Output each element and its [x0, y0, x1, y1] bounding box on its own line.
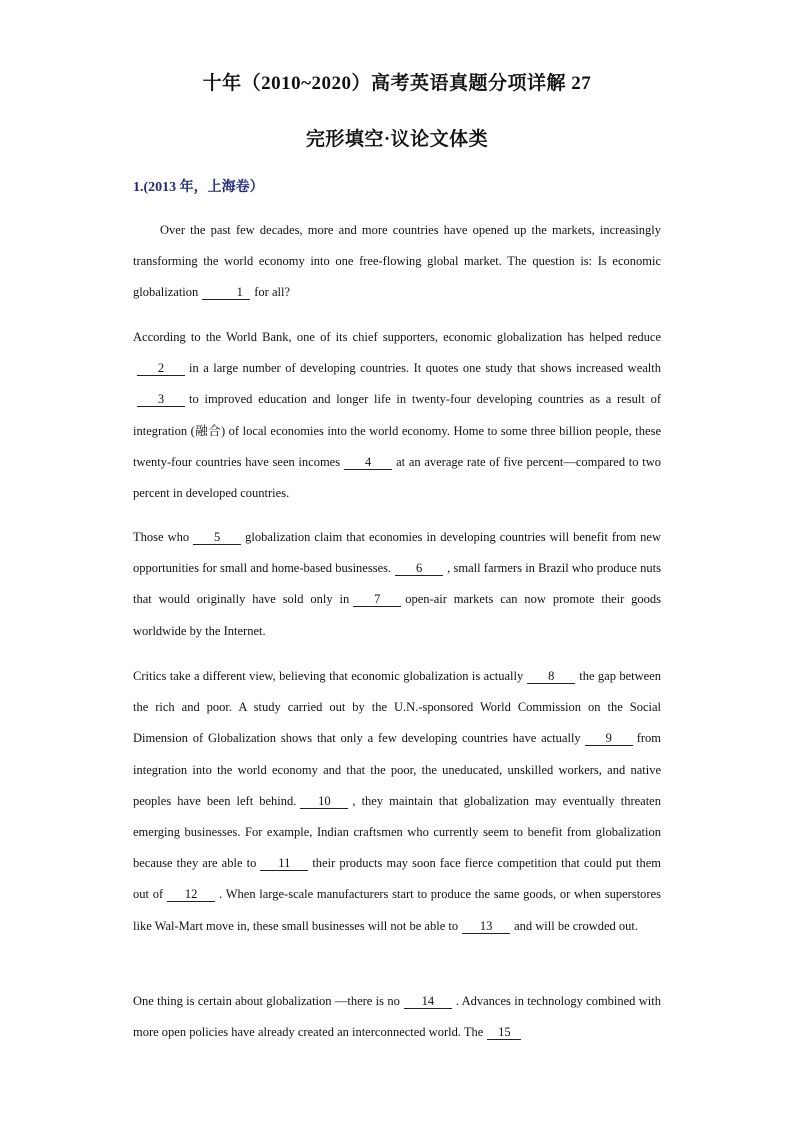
document-subtitle: 完形填空·议论文体类: [305, 129, 489, 150]
blank-7[interactable]: 7: [353, 592, 401, 607]
passage-text: One thing is certain about globalization —there is no: [133, 994, 400, 1008]
paragraph-3: [133, 522, 661, 647]
paragraph-1: [133, 215, 661, 309]
blank-10[interactable]: 10: [300, 794, 348, 809]
blank-14[interactable]: 14: [404, 994, 452, 1009]
passage-text: globalization claim that economies in developing countries will benefit from new opportunities for small and home-based businesses.: [133, 530, 661, 576]
blank-6[interactable]: 6: [395, 561, 443, 576]
paragraph-5: [133, 986, 661, 1048]
passage-text: . When large-scale manufacturers start to produce the same goods, or when superstores like Wal-Mart move in, these small businesses will not be able to: [133, 887, 661, 933]
passage-text: the gap between the rich and poor. A study carried out by the U.N.-sponsored World Commission on the Social Dimension of Globalization shows that only a few developing countries have actually: [133, 669, 661, 746]
paragraph-2: [133, 322, 661, 509]
blank-8[interactable]: 8: [527, 669, 575, 684]
blank-5[interactable]: 5: [193, 530, 241, 545]
blank-4[interactable]: 4: [344, 455, 392, 470]
passage-text: According to the World Bank, one of its chief supporters, economic globalization has helped reduce: [133, 330, 661, 344]
blank-12[interactable]: 12: [167, 887, 215, 902]
passage-text: Those who: [133, 530, 190, 544]
blank-9[interactable]: 9: [585, 731, 633, 746]
passage-text: , small farmers in Brazil who produce nuts that would originally have sold only in: [133, 561, 661, 607]
question-label: 1.(2013 年，上海卷）: [133, 180, 264, 195]
blank-11[interactable]: 11: [260, 856, 308, 871]
passage-text: at an average rate of five percent—compared to two percent in developed countries.: [133, 454, 661, 501]
blank-15[interactable]: 15: [487, 1025, 521, 1040]
passage-text: for all?: [254, 285, 291, 300]
passage-text: from integration into the world economy and that the poor, the uneducated, unskilled workers, and native peoples have been left behind.: [133, 731, 661, 808]
passage-text: Over the past few decades, more and more countries have opened up the markets, increasingly transforming the world economy into one free-flowing global market. The question is: Is economic globalization: [133, 223, 661, 300]
paragraph-4: [133, 661, 661, 942]
blank-1[interactable]: 1: [202, 285, 250, 300]
passage-text: in a large number of developing countries. It quotes one study that shows increased wealth: [189, 361, 661, 376]
blank-13[interactable]: 13: [462, 919, 510, 934]
passage-text: . Advances in technology combined with more open policies have already created an interconnected world. The: [133, 994, 661, 1040]
passage-text: Critics take a different view, believing that economic globalization is actually: [133, 669, 524, 683]
passage-text: open-air markets can now promote their goods worldwide by the Internet.: [133, 592, 661, 638]
passage-text: to improved education and longer life in twenty-four developing countries as a result of integration (融合) of local economies into the world economy. Home to some three billion people, these twenty-four countries have seen incomes: [133, 392, 661, 469]
blank-2[interactable]: 2: [137, 361, 185, 376]
passage-text: and will be crowded out.: [514, 918, 639, 933]
blank-3[interactable]: 3: [137, 392, 185, 407]
passage-text: , they maintain that globalization may eventually threaten emerging businesses. For example, Indian craftsmen who currently seem to benefit from globalization because they are able to: [133, 793, 661, 871]
passage-text: their products may soon face fierce competition that could put them out of: [133, 856, 661, 902]
document-title: 十年（2010~2020）高考英语真题分项详解 27: [202, 73, 592, 94]
